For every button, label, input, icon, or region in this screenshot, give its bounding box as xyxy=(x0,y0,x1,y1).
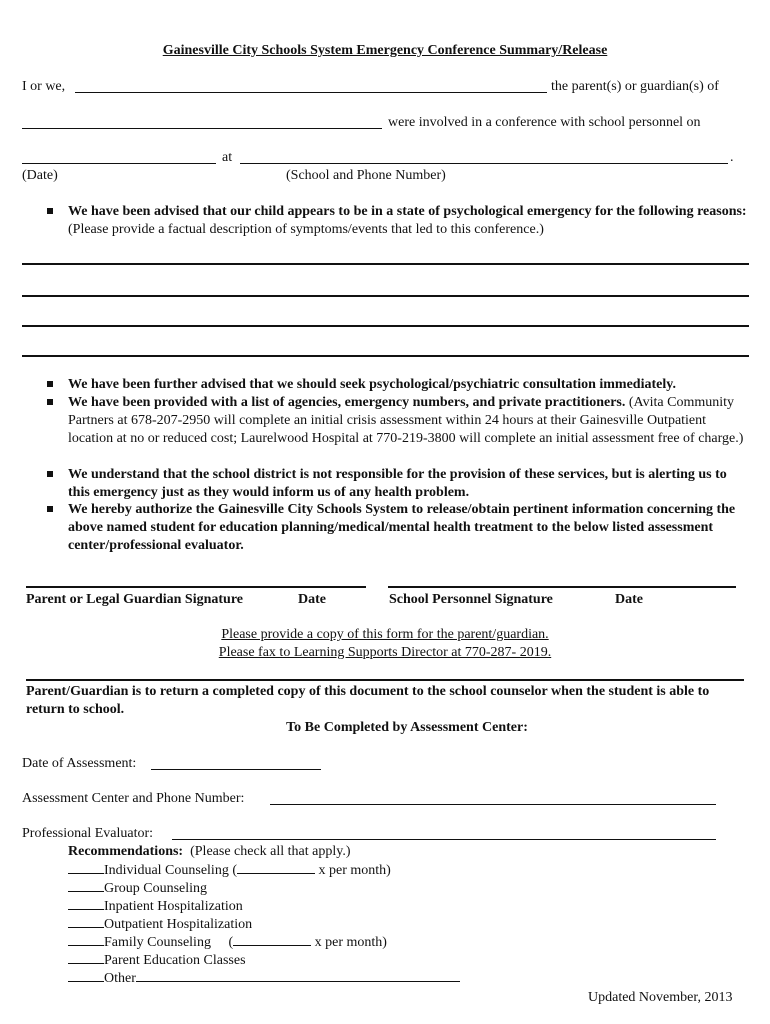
recommendation-label: Inpatient Hospitalization xyxy=(104,899,243,914)
recommendation-check[interactable] xyxy=(68,897,104,910)
school-phone-label: (School and Phone Number) xyxy=(286,168,446,183)
assessment-date-label: Date of Assessment: xyxy=(22,756,137,771)
bullet-icon xyxy=(47,506,53,512)
bullet-4-bold: We hereby authorize the Gainesville City Schools System to release/obtain pertinent information concerning the above named student for education planning/medical/mental health treatment to the below listed assessment center/professional evaluator. xyxy=(68,502,736,553)
bullet-2-paragraph xyxy=(68,394,752,448)
updated-date: Updated November, 2013 xyxy=(588,990,733,1005)
recommendation-item xyxy=(68,897,243,915)
recommendation-check[interactable] xyxy=(68,969,104,982)
bullet-2-normal: (Avita Community Partners at 678-207-2950 will complete an initial crisis assessment within 24 hours at their Gainesville Outpatient location at no or reduced cost; Laurelwood Hospital at 770-219-3800 will complete an initial assessment free of charge.) xyxy=(68,395,744,446)
copy-note-2: Please fax to Learning Supports Director at 770-287- 2019. xyxy=(218,645,552,660)
description-line-4[interactable] xyxy=(22,355,749,357)
bullet-icon xyxy=(47,399,53,405)
description-line-1[interactable] xyxy=(22,263,749,265)
school-signature-line[interactable] xyxy=(388,586,736,588)
recommendation-item xyxy=(68,915,252,933)
recommendation-label: Family Counseling ( xyxy=(104,935,234,950)
advised-bold: We have been advised that our child appears to be in a state of psychological emergency for the following reasons: xyxy=(68,204,747,219)
description-line-2[interactable] xyxy=(22,295,749,297)
frequency-field[interactable] xyxy=(237,861,315,874)
assessment-date-field[interactable] xyxy=(151,757,321,770)
form-title: Gainesville City Schools System Emergency Conference Summary/Release xyxy=(162,43,608,58)
conference-date-field[interactable] xyxy=(22,151,216,164)
return-note: Parent/Guardian is to return a completed copy of this document to the school counselor when the student is able to return to school. xyxy=(26,684,710,717)
bullet-4-paragraph xyxy=(68,501,752,555)
intro-line-3-end: . xyxy=(730,150,734,165)
bullet-3-bold: We understand that the school district is not responsible for the provision of these services, but is alerting us to this emergency just as they would inform us of any health problem. xyxy=(68,467,727,500)
school-date-label: Date xyxy=(615,592,643,607)
recommendations-note: (Please check all that apply.) xyxy=(190,844,351,859)
parent-date-label: Date xyxy=(298,592,326,607)
recommendation-item xyxy=(68,861,391,879)
recommendation-item xyxy=(68,951,246,969)
recommendation-label: Parent Education Classes xyxy=(104,953,246,968)
school-phone-field[interactable] xyxy=(240,151,728,164)
recommendations-label: Recommendations: xyxy=(68,844,184,859)
bullet-1-paragraph xyxy=(68,376,752,394)
assessment-heading: To Be Completed by Assessment Center: xyxy=(286,720,528,735)
recommendation-label: Outpatient Hospitalization xyxy=(104,917,253,932)
recommendation-item xyxy=(68,879,207,897)
bullet-2-bold: We have been provided with a list of agencies, emergency numbers, and private practitioners. xyxy=(68,395,626,410)
recommendation-check[interactable] xyxy=(68,915,104,928)
recommendation-label: Group Counseling xyxy=(104,881,208,896)
description-line-3[interactable] xyxy=(22,325,749,327)
bullet-3-paragraph xyxy=(68,466,752,502)
recommendation-label: Other xyxy=(104,971,136,986)
intro-line-1-prefix: I or we, xyxy=(22,79,66,94)
advised-normal: (Please provide a factual description of symptoms/events that led to this conference.) xyxy=(68,222,544,237)
intro-line-1-suffix: the parent(s) or guardian(s) of xyxy=(551,79,719,94)
bullet-1-bold: We have been further advised that we should seek psychological/psychiatric consultation immediately. xyxy=(68,377,676,392)
bullet-icon xyxy=(47,471,53,477)
recommendation-suffix: x per month) xyxy=(315,863,391,878)
recommendations-heading xyxy=(68,843,351,860)
bullet-icon xyxy=(47,208,53,214)
intro-line-3-at: at xyxy=(222,150,233,165)
student-name-field[interactable] xyxy=(22,116,382,129)
return-note-divider xyxy=(26,679,744,681)
recommendation-check[interactable] xyxy=(68,951,104,964)
advised-paragraph xyxy=(68,203,752,239)
recommendation-check[interactable] xyxy=(68,879,104,892)
recommendation-suffix: x per month) xyxy=(311,935,387,950)
intro-line-2-suffix: were involved in a conference with school personnel on xyxy=(388,115,701,130)
guardian-name-field[interactable] xyxy=(75,80,547,93)
parent-signature-line[interactable] xyxy=(26,586,366,588)
recommendation-check[interactable] xyxy=(68,861,104,874)
recommendation-label: Individual Counseling ( xyxy=(104,863,237,878)
recommendation-check[interactable] xyxy=(68,933,104,946)
other-field[interactable] xyxy=(136,969,460,982)
bullet-icon xyxy=(47,381,53,387)
copy-note-1: Please provide a copy of this form for the parent/guardian. xyxy=(221,627,549,642)
school-signature-label: School Personnel Signature xyxy=(389,592,553,607)
recommendation-item xyxy=(68,933,387,951)
recommendation-item xyxy=(68,969,460,987)
evaluator-field[interactable] xyxy=(172,827,716,840)
evaluator-label: Professional Evaluator: xyxy=(22,826,154,841)
assessment-center-label: Assessment Center and Phone Number: xyxy=(22,791,245,806)
frequency-field[interactable] xyxy=(233,933,311,946)
parent-signature-label: Parent or Legal Guardian Signature xyxy=(26,592,244,607)
date-label: (Date) xyxy=(22,168,58,183)
assessment-center-field[interactable] xyxy=(270,792,716,805)
